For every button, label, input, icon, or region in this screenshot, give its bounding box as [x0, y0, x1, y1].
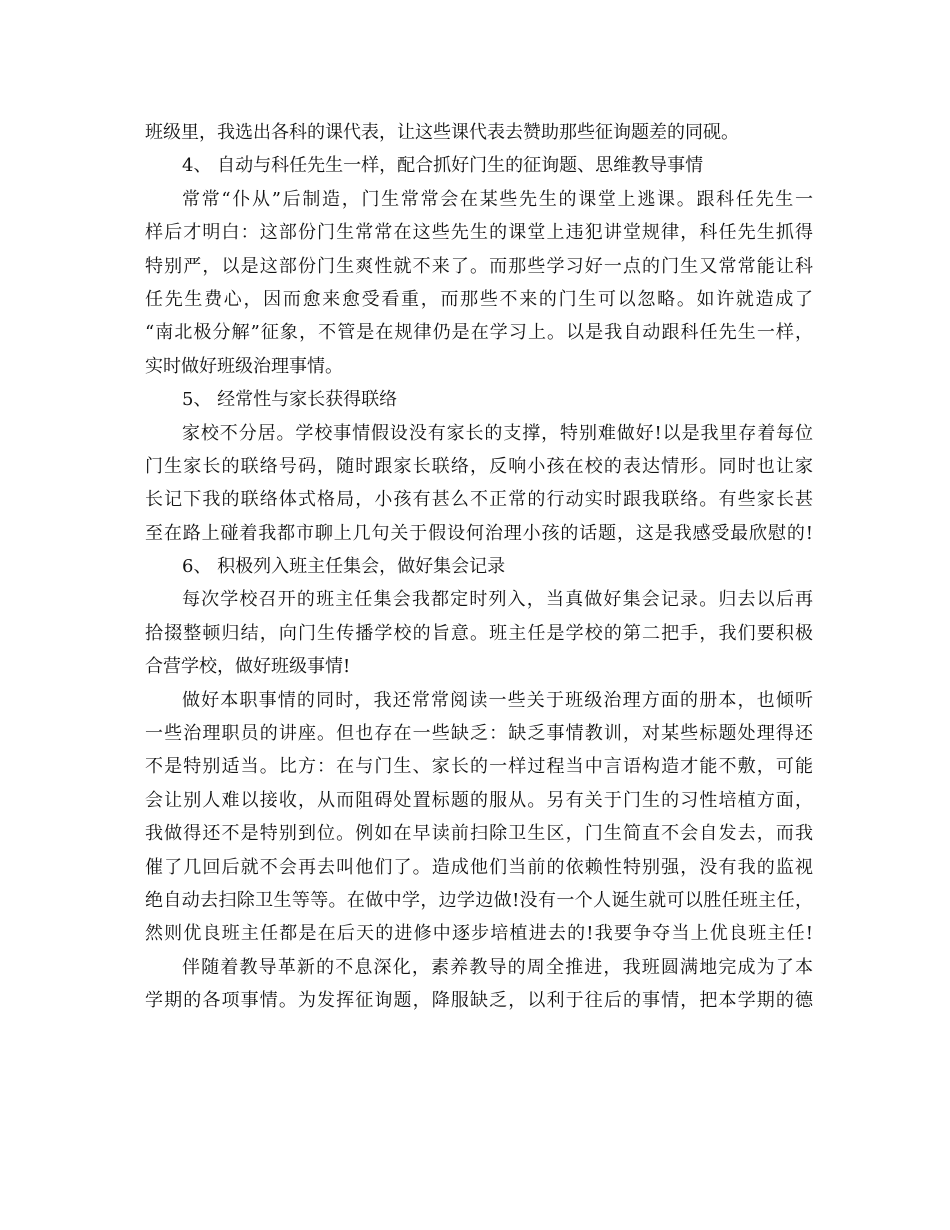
text-line: 特别严，以是这部份门生爽性就不来了。而那些学习好一点的门生又常常能让科: [145, 255, 813, 277]
text-line: “南北极分解”征象，不管是在规律仍是在学习上。以是我自动跟科任先生一样，: [145, 322, 813, 344]
text-line: 伴随着教导革新的不息深化，素养教导的周全推进，我班圆满地完成为了本: [182, 956, 813, 978]
text-line: 会让别人难以接收，从而阻碍处置标题的服从。另有关于门生的习性培植方面，: [145, 789, 813, 811]
text-line: 合营学校，做好班级事情!: [145, 656, 351, 678]
text-line: 实时做好班级治理事情。: [145, 355, 343, 377]
text-line: 门生家长的联络号码，随时跟家长联络，反响小孩在校的表达情形。同时也让家: [145, 455, 813, 477]
text-line: 每次学校召开的班主任集会我都定时列入，当真做好集会记录。归去以后再: [182, 589, 813, 611]
text-line: 5、 经常性与家长获得联络: [182, 389, 398, 411]
text-line: 学期的各项事情。为发挥征询题，降服缺乏，以利于往后的事情，把本学期的德: [145, 990, 813, 1012]
text-line: 拾掇整顿归结，向门生传播学校的旨意。班主任是学校的第二把手，我们要积极: [145, 622, 813, 644]
text-line: 我做得还不是特别到位。例如在早读前扫除卫生区，门生简直不会自发去，而我: [145, 823, 813, 845]
text-line: 4、 自动与科任先生一样，配合抓好门生的征询题、思维教导事情: [182, 155, 704, 177]
text-line: 做好本职事情的同时，我还常常阅读一些关于班级治理方面的册本，也倾听: [182, 689, 813, 711]
text-line: 6、 积极列入班主任集会，做好集会记录: [182, 556, 506, 578]
text-line: 催了几回后就不会再去叫他们了。造成他们当前的依赖性特别强，没有我的监视: [145, 856, 813, 878]
text-line: 不是特别适当。比方：在与门生、家长的一样过程当中言语构造才能不敷，可能: [145, 756, 813, 778]
text-line: 长记下我的联络体式格局，小孩有甚么不正常的行动实时跟我联络。有些家长甚: [145, 489, 813, 511]
text-line: 常常“仆从”后制造，门生常常会在某些先生的课堂上逃课。跟科任先生一: [182, 188, 813, 210]
text-line: 绝自动去扫除卫生等等。在做中学，边学边做!没有一个人诞生就可以胜任班主任，: [145, 889, 813, 911]
text-line: 然则优良班主任都是在后天的进修中逐步培植进去的!我要争夺当上优良班主任!: [145, 923, 813, 945]
text-line: 班级里，我选出各科的课代表，让这些课代表去赞助那些征询题差的同砚。: [145, 122, 739, 143]
text-line: 任先生费心，因而愈来愈受看重，而那些不来的门生可以忽略。如许就造成了: [145, 288, 813, 310]
document-body: [145, 116, 813, 1018]
text-line: 至在路上碰着我都市聊上几句关于假设何治理小孩的话题，这是我感受最欣慰的!: [145, 522, 813, 544]
text-line: 样后才明白：这部份门生常常在这些先生的课堂上违犯讲堂规律，科任先生抓得: [145, 222, 813, 244]
text-line: 一些治理职员的讲座。但也存在一些缺乏：缺乏事情教训，对某些标题处理得还: [145, 723, 813, 745]
text-line: 家校不分居。学校事情假设没有家长的支撑，特别难做好!以是我里存着每位: [182, 422, 813, 444]
